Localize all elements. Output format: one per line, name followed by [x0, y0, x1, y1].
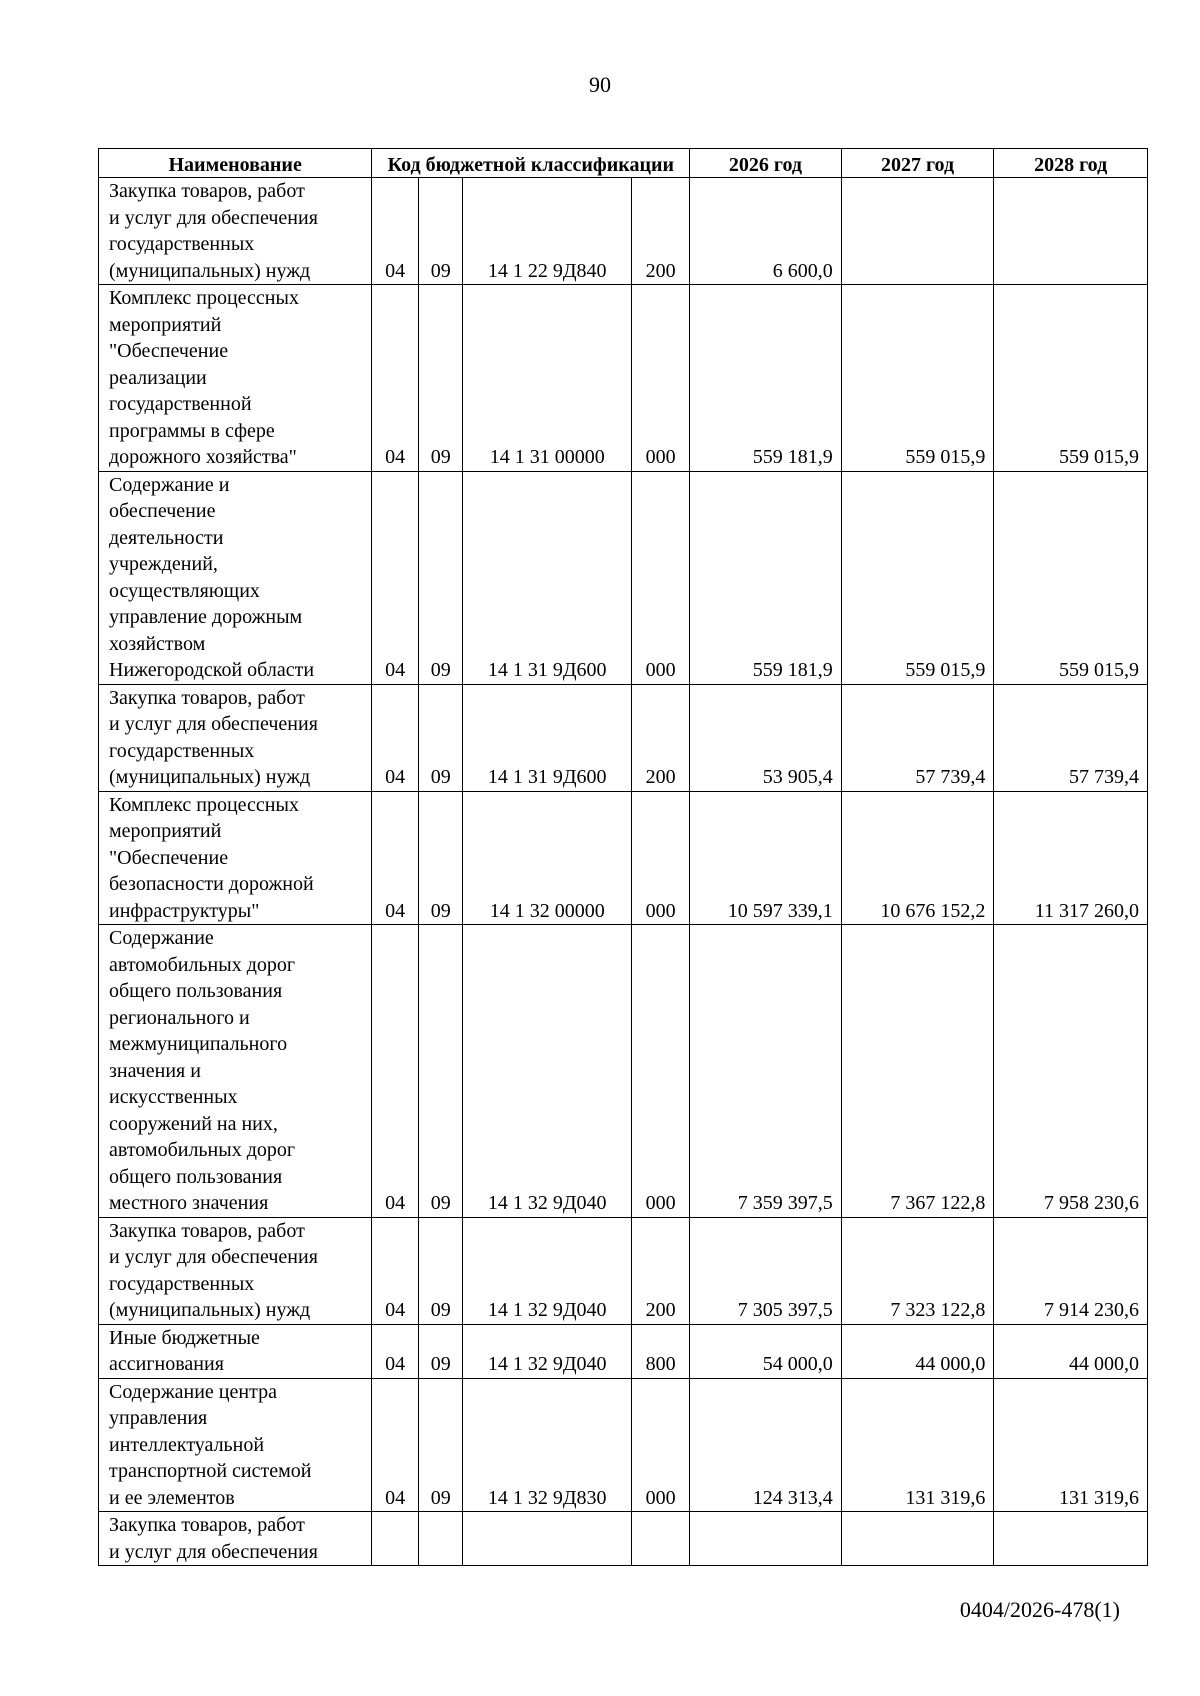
- table-row: [99, 791, 1148, 925]
- row-code-expense-type: 000: [631, 925, 689, 1218]
- row-value-2027: 559 015,9: [841, 471, 994, 684]
- row-value-2028: 131 319,6: [994, 1378, 1148, 1512]
- row-name: Закупка товаров, работ и услуг для обеспечения государственных (муниципальных) нужд: [99, 1217, 372, 1324]
- row-value-2028: 7 914 230,6: [994, 1217, 1148, 1324]
- row-name: Содержание автомобильных дорог общего пользования регионального и межмуниципального значения и искусственных сооружений на них, автомобильных дорог общего пользования местного значения: [99, 925, 372, 1218]
- table-row: [99, 471, 1148, 684]
- row-value-2028: 11 317 260,0: [994, 791, 1148, 925]
- row-value-2026: 7 305 397,5: [690, 1217, 842, 1324]
- table-row: [99, 925, 1148, 1218]
- row-value-2026: 124 313,4: [690, 1378, 842, 1512]
- row-value-2026: 6 600,0: [690, 178, 842, 285]
- header-2028: 2028 год: [994, 149, 1148, 178]
- row-code-target: 14 1 22 9Д840: [463, 178, 631, 285]
- row-name: Содержание центра управления интеллектуальной транспортной системой и ее элементов: [99, 1378, 372, 1512]
- row-code-expense-type: 000: [631, 1378, 689, 1512]
- row-code-section: [372, 1512, 419, 1566]
- row-value-2028: 7 958 230,6: [994, 925, 1148, 1218]
- table-body: [99, 178, 1148, 1566]
- row-value-2027: 57 739,4: [841, 684, 994, 791]
- row-code-expense-type: 200: [631, 1217, 689, 1324]
- row-code-subsection: 09: [418, 1324, 463, 1378]
- row-code-subsection: 09: [418, 178, 463, 285]
- row-value-2027: 10 676 152,2: [841, 791, 994, 925]
- row-code-target: 14 1 31 00000: [463, 285, 631, 472]
- table-row: [99, 1217, 1148, 1324]
- row-value-2027: [841, 1512, 994, 1566]
- row-code-expense-type: [631, 1512, 689, 1566]
- row-value-2027: 7 323 122,8: [841, 1217, 994, 1324]
- row-value-2027: 7 367 122,8: [841, 925, 994, 1218]
- row-value-2028: 559 015,9: [994, 471, 1148, 684]
- row-code-target: 14 1 32 9Д040: [463, 925, 631, 1218]
- table-row: [99, 1378, 1148, 1512]
- row-code-section: 04: [372, 684, 419, 791]
- row-name: Иные бюджетные ассигнования: [99, 1324, 372, 1378]
- row-code-target: 14 1 31 9Д600: [463, 684, 631, 791]
- row-value-2026: 54 000,0: [690, 1324, 842, 1378]
- document-id: 0404/2026-478(1): [959, 1597, 1120, 1622]
- row-value-2027: 559 015,9: [841, 285, 994, 472]
- row-code-section: 04: [372, 1324, 419, 1378]
- row-code-expense-type: 200: [631, 178, 689, 285]
- table-row: [99, 178, 1148, 285]
- row-code-target: [463, 1512, 631, 1566]
- row-name: Содержание и обеспечение деятельности учреждений, осуществляющих управление дорожным хозяйством Нижегородской области: [99, 471, 372, 684]
- row-name: Закупка товаров, работ и услуг для обеспечения: [99, 1512, 372, 1566]
- row-code-section: 04: [372, 925, 419, 1218]
- row-name: Комплекс процессных мероприятий "Обеспечение безопасности дорожной инфраструктуры": [99, 791, 372, 925]
- row-code-subsection: [418, 1512, 463, 1566]
- row-value-2026: 7 359 397,5: [690, 925, 842, 1218]
- row-code-expense-type: 800: [631, 1324, 689, 1378]
- row-value-2028: [994, 178, 1148, 285]
- row-code-section: 04: [372, 471, 419, 684]
- table-row: [99, 1512, 1148, 1566]
- row-code-subsection: 09: [418, 1217, 463, 1324]
- header-2026: 2026 год: [690, 149, 842, 178]
- row-code-section: 04: [372, 791, 419, 925]
- row-code-target: 14 1 32 9Д040: [463, 1324, 631, 1378]
- row-value-2026: 559 181,9: [690, 285, 842, 472]
- row-value-2026: 53 905,4: [690, 684, 842, 791]
- header-2027: 2027 год: [841, 149, 994, 178]
- row-code-target: 14 1 32 9Д040: [463, 1217, 631, 1324]
- row-name: Закупка товаров, работ и услуг для обеспечения государственных (муниципальных) нужд: [99, 178, 372, 285]
- row-code-expense-type: 000: [631, 791, 689, 925]
- row-code-subsection: 09: [418, 925, 463, 1218]
- header-code: Код бюджетной классификации: [372, 149, 690, 178]
- row-code-subsection: 09: [418, 285, 463, 472]
- row-value-2028: 44 000,0: [994, 1324, 1148, 1378]
- page-number: 90: [589, 72, 611, 97]
- budget-table: [98, 148, 1148, 1566]
- table-row: [99, 285, 1148, 472]
- row-name: Закупка товаров, работ и услуг для обеспечения государственных (муниципальных) нужд: [99, 684, 372, 791]
- row-code-subsection: 09: [418, 1378, 463, 1512]
- row-code-expense-type: 200: [631, 684, 689, 791]
- row-code-target: 14 1 31 9Д600: [463, 471, 631, 684]
- row-code-section: 04: [372, 1378, 419, 1512]
- table-row: [99, 1324, 1148, 1378]
- row-code-subsection: 09: [418, 791, 463, 925]
- row-code-section: 04: [372, 178, 419, 285]
- row-name: Комплекс процессных мероприятий "Обеспечение реализации государственной программы в сфере дорожного хозяйства": [99, 285, 372, 472]
- row-value-2027: 131 319,6: [841, 1378, 994, 1512]
- row-code-section: 04: [372, 285, 419, 472]
- table-header: [99, 149, 1148, 178]
- row-code-subsection: 09: [418, 684, 463, 791]
- header-name: Наименование: [99, 149, 372, 178]
- row-value-2028: 559 015,9: [994, 285, 1148, 472]
- row-value-2027: [841, 178, 994, 285]
- table-row: [99, 684, 1148, 791]
- row-code-expense-type: 000: [631, 471, 689, 684]
- row-code-target: 14 1 32 9Д830: [463, 1378, 631, 1512]
- row-code-target: 14 1 32 00000: [463, 791, 631, 925]
- row-value-2026: 10 597 339,1: [690, 791, 842, 925]
- row-value-2027: 44 000,0: [841, 1324, 994, 1378]
- row-value-2028: 57 739,4: [994, 684, 1148, 791]
- row-code-section: 04: [372, 1217, 419, 1324]
- row-code-subsection: 09: [418, 471, 463, 684]
- row-value-2028: [994, 1512, 1148, 1566]
- row-value-2026: 559 181,9: [690, 471, 842, 684]
- row-code-expense-type: 000: [631, 285, 689, 472]
- row-value-2026: [690, 1512, 842, 1566]
